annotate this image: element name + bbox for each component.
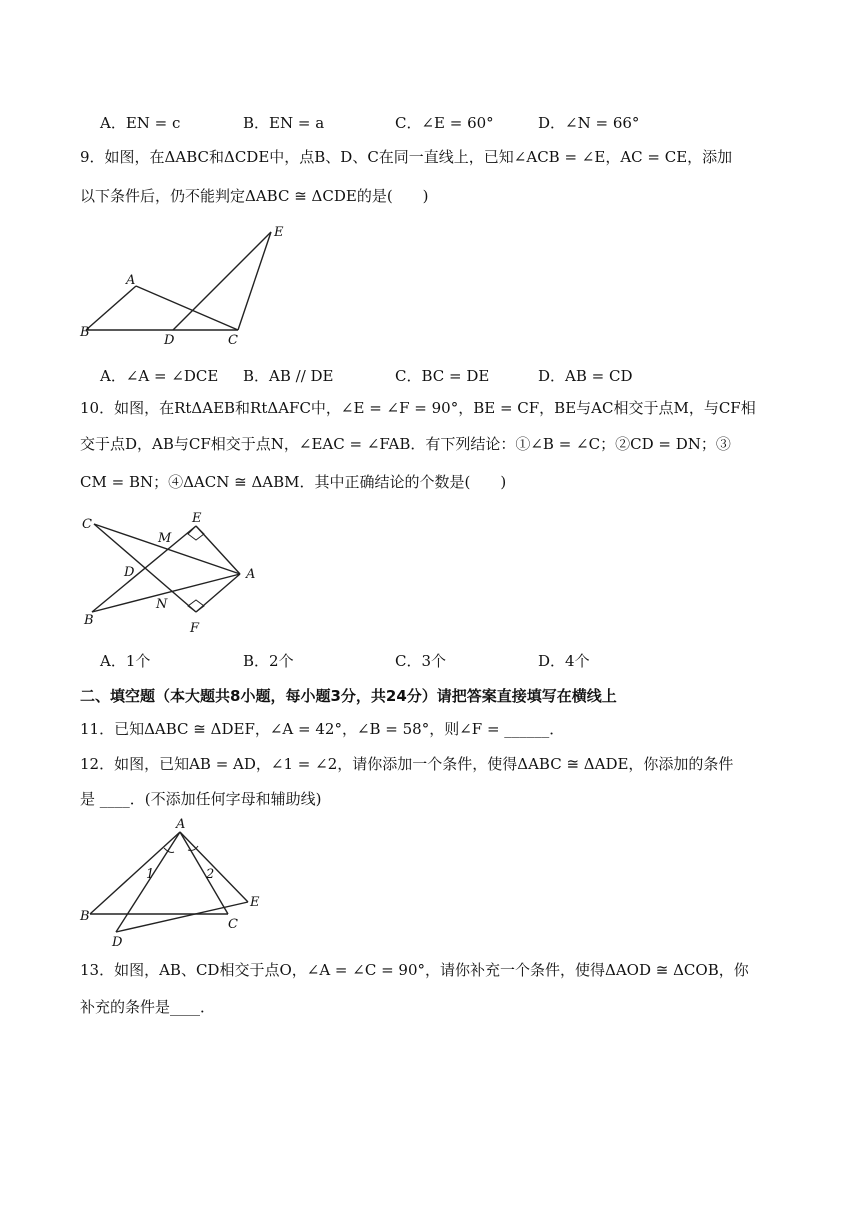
q9-label-d: D — [164, 333, 175, 348]
q12-stem-line2: 是 ____．(不添加任何字母和辅助线) — [80, 790, 322, 808]
q10-label-c: C — [82, 517, 92, 532]
q10-option-d: D．4个 — [538, 652, 590, 670]
q10-label-m: M — [158, 531, 172, 546]
q12-label-d: D — [112, 935, 123, 948]
q10-label-n: N — [156, 597, 168, 612]
q9-stem-line2: 以下条件后，仍不能判定ΔABC ≅ ΔCDE的是( ) — [80, 187, 429, 205]
q9-stem-line1: 9．如图，在ΔABC和ΔCDE中，点B、D、C在同一直线上，已知∠ACB = ∠E，AC = CE，添加 — [80, 148, 733, 166]
q10-stem-line1: 10．如图，在RtΔAEB和RtΔAFC中，∠E = ∠F = 90°，BE = CF，BE与AC相交于点M，与CF相 — [80, 399, 756, 417]
q9-option-d: D．AB = CD — [538, 367, 633, 385]
q13-stem-line2: 补充的条件是____． — [80, 998, 216, 1016]
q10-figure — [78, 508, 278, 638]
q12-label-1: 1 — [146, 867, 155, 882]
q8-option-a: A．EN = c — [100, 114, 181, 132]
q11-stem: 11．已知ΔABC ≅ ΔDEF，∠A = 42°，∠B = 58°，则∠F = ______． — [80, 720, 565, 738]
q13-stem-line1: 13．如图，AB、CD相交于点O，∠A = ∠C = 90°，请你补充一个条件，使得ΔAOD ≅ ΔCOB，你 — [80, 961, 749, 979]
q10-option-b: B．2个 — [243, 652, 294, 670]
q9-option-a: A．∠A = ∠DCE — [100, 367, 219, 385]
q8-option-c: C．∠E = 60° — [395, 114, 494, 132]
q8-option-d: D．∠N = 66° — [538, 114, 640, 132]
q9-options — [100, 365, 800, 385]
q10-option-a: A．1个 — [100, 652, 151, 670]
q9-option-b: B．AB // DE — [243, 367, 334, 385]
q9-figure — [78, 222, 298, 352]
q10-stem-line3: CM = BN；④ΔACN ≅ ΔABM．其中正确结论的个数是( ) — [80, 473, 507, 491]
q12-label-b: B — [80, 909, 90, 924]
q10-label-e: E — [192, 511, 202, 526]
section-2-heading: 二、填空题（本大题共8小题，每小题3分，共24分）请把答案直接填写在横线上 — [80, 687, 617, 705]
q12-label-e: E — [250, 895, 260, 910]
q10-label-d: D — [124, 565, 135, 580]
q12-label-2: 2 — [206, 867, 215, 882]
q12-figure — [78, 818, 278, 948]
q8-options — [100, 112, 800, 132]
q8-option-b: B．EN = a — [243, 114, 325, 132]
q9-label-c: C — [228, 333, 238, 348]
q9-option-c: C．BC = DE — [395, 367, 490, 385]
q9-label-a: A — [126, 273, 136, 288]
q9-label-b: B — [80, 325, 90, 340]
q12-label-c: C — [228, 917, 238, 932]
q10-label-b: B — [84, 613, 94, 628]
q10-options — [100, 650, 800, 670]
q12-label-a: A — [176, 818, 186, 832]
q10-label-f: F — [190, 621, 200, 636]
q10-option-c: C．3个 — [395, 652, 447, 670]
q10-stem-line2: 交于点D，AB与CF相交于点N，∠EAC = ∠FAB．有下列结论：①∠B = ∠C；②CD = DN；③ — [80, 435, 731, 453]
q12-stem-line1: 12．如图，已知AB = AD，∠1 = ∠2，请你添加一个条件，使得ΔABC ≅ ΔADE，你添加的条件 — [80, 755, 734, 773]
q9-label-e: E — [274, 225, 284, 240]
q10-label-a: A — [246, 567, 256, 582]
